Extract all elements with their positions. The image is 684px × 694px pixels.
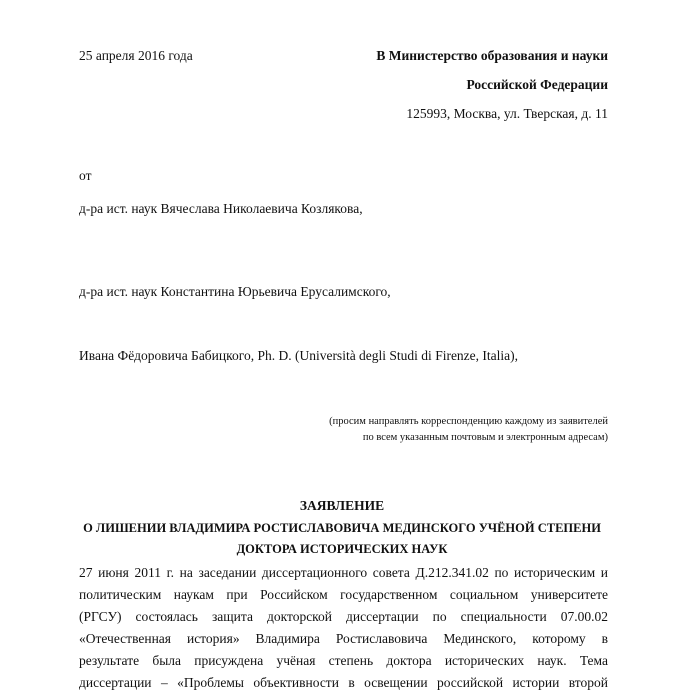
body-paragraph	[79, 562, 608, 694]
from-label: от	[79, 168, 92, 183]
correspondence-note-line-1: (просим направлять корреспонденцию каждому из заявителей	[329, 416, 608, 427]
body-line: политическим наукам при Российском государственном социальном университете	[79, 587, 608, 602]
correspondence-note-line-2: по всем указанным почтовым и электронным адресам)	[362, 432, 608, 443]
body-line: «Отечественная история» Владимира Ростиславовича Мединского, которому в	[79, 631, 608, 646]
document-date: 25 апреля 2016 года	[79, 48, 193, 63]
applicant-3: Ивана Фёдоровича Бабицкого, Ph. D. (Università degli Studi di Firenze, Italia),	[79, 348, 519, 363]
document-title: ЗАЯВЛЕНИЕ	[299, 498, 385, 513]
body-line: диссертации – «Проблемы объективности в освещении российской истории второй	[79, 675, 608, 690]
document-subtitle-line-2: ДОКТОРА ИСТОРИЧЕСКИХ НАУК	[236, 542, 448, 556]
addressee-line-1: В Министерство образования и науки	[376, 48, 608, 63]
body-line: 27 июня 2011 г. на заседании диссертационного совета Д.212.341.02 по историческим и	[79, 565, 608, 580]
document-subtitle-line-1: О ЛИШЕНИИ ВЛАДИМИРА РОСТИСЛАВОВИЧА МЕДИНСКОГО УЧЁНОЙ СТЕПЕНИ	[83, 521, 601, 535]
applicant-2: д-ра ист. наук Константина Юрьевича Ерусалимского,	[79, 284, 391, 299]
addressee-line-2: Российской Федерации	[466, 77, 608, 92]
addressee-address: 125993, Москва, ул. Тверская, д. 11	[406, 106, 608, 121]
body-line: (РГСУ) состоялась защита докторской диссертации по специальности 07.00.02	[79, 609, 608, 624]
applicant-1: д-ра ист. наук Вячеслава Николаевича Козлякова,	[79, 201, 363, 216]
body-line: результате была присуждена учёная степень доктора исторических наук. Тема	[79, 653, 608, 668]
